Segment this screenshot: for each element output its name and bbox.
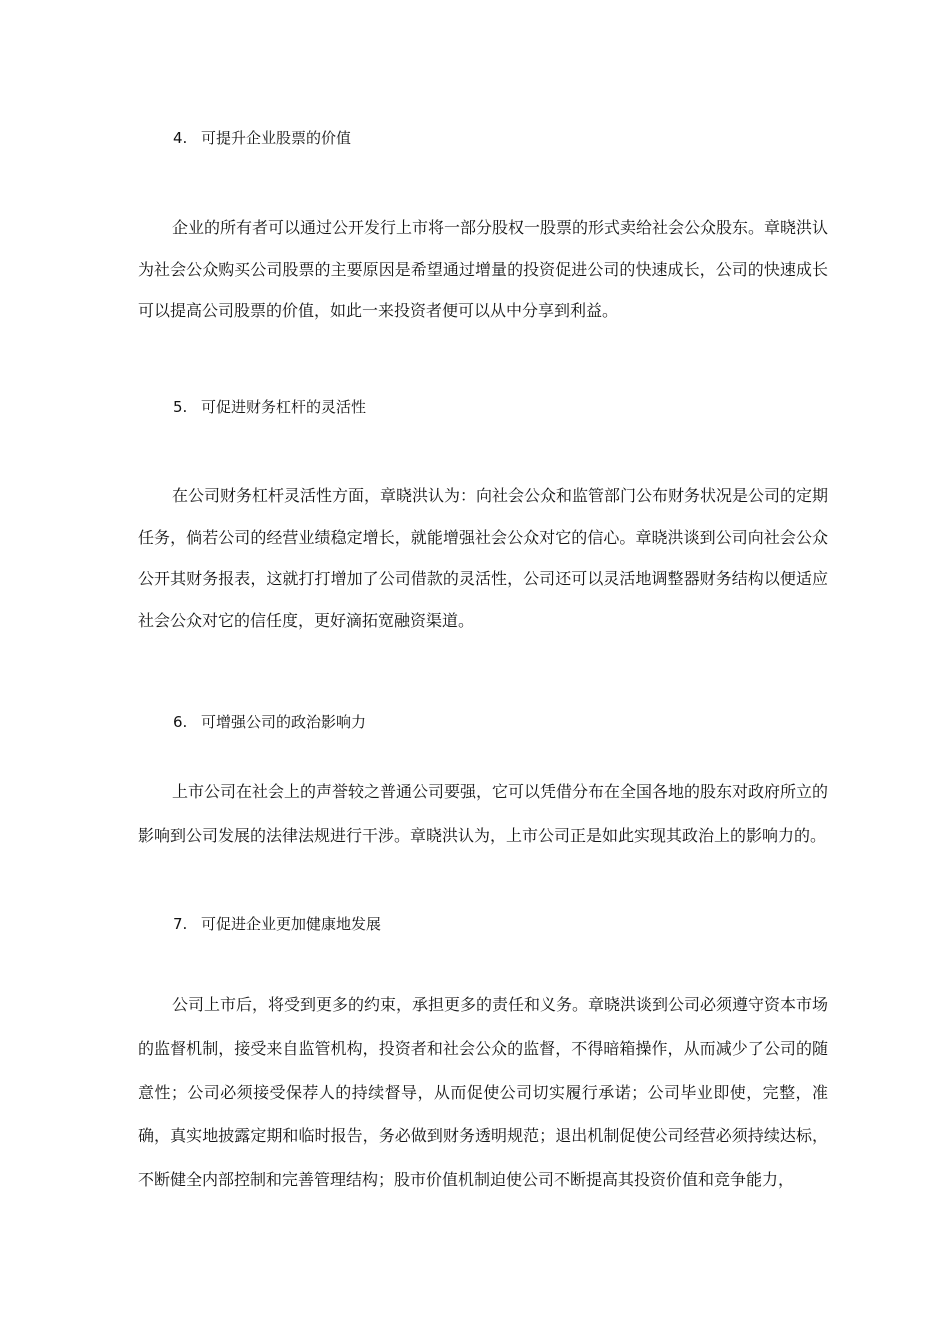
section-number: 4. bbox=[173, 129, 188, 147]
section-number: 5. bbox=[173, 398, 188, 416]
section-title: 可增强公司的政治影响力 bbox=[201, 713, 367, 731]
section-heading-6 bbox=[173, 712, 366, 732]
section-paragraph-4: 企业的所有者可以通过公开发行上市将一部分股权一股票的形式卖给社会公众股东。章晓洪认为社会公众购买公司股票的主要原因是希望通过增量的投资促进公司的快速成长，公司的快速成长可以提高公司股票的价值，如此一来投资者便可以从中分享到利益。 bbox=[138, 218, 829, 321]
section-heading-7 bbox=[173, 914, 381, 934]
section-heading-4 bbox=[173, 128, 351, 148]
section-paragraph-7: 公司上市后，将受到更多的约束，承担更多的责任和义务。章晓洪谈到公司必须遵守资本市场的监督机制，接受来自监管机构，投资者和社会公众的监督，不得暗箱操作，从而减少了公司的随意性；公司必须接受保荐人的持续督导，从而促使公司切实履行承诺；公司毕业即使，完整，准确，真实地披露定期和临时报告，务必做到财务透明规范；退出机制促使公司经营必须持续达标，不断健全内部控制和完善管理结构；股市价值机制迫使公司不断提高其投资价值和竞争能力， bbox=[138, 995, 829, 1190]
section-title: 可促进企业更加健康地发展 bbox=[201, 915, 382, 933]
section-title: 可促进财务杠杆的灵活性 bbox=[201, 398, 367, 416]
section-paragraph-5: 在公司财务杠杆灵活性方面，章晓洪认为：向社会公众和监管部门公布财务状况是公司的定期任务，倘若公司的经营业绩稳定增长，就能增强社会公众对它的信心。章晓洪谈到公司向社会公众公开其财务报表，这就打打增加了公司借款的灵活性，公司还可以灵活地调整器财务结构以便适应社会公众对它的信任度，更好滴拓宽融资渠道。 bbox=[138, 486, 829, 631]
section-number: 7. bbox=[173, 915, 188, 933]
section-title: 可提升企业股票的价值 bbox=[201, 129, 352, 147]
section-paragraph-6: 上市公司在社会上的声誉较之普通公司要强，它可以凭借分布在全国各地的股东对政府所立的影响到公司发展的法律法规进行干涉。章晓洪认为，上市公司正是如此实现其政治上的影响力的。 bbox=[138, 782, 829, 845]
section-heading-5 bbox=[173, 397, 366, 417]
section-number: 6. bbox=[173, 713, 188, 731]
